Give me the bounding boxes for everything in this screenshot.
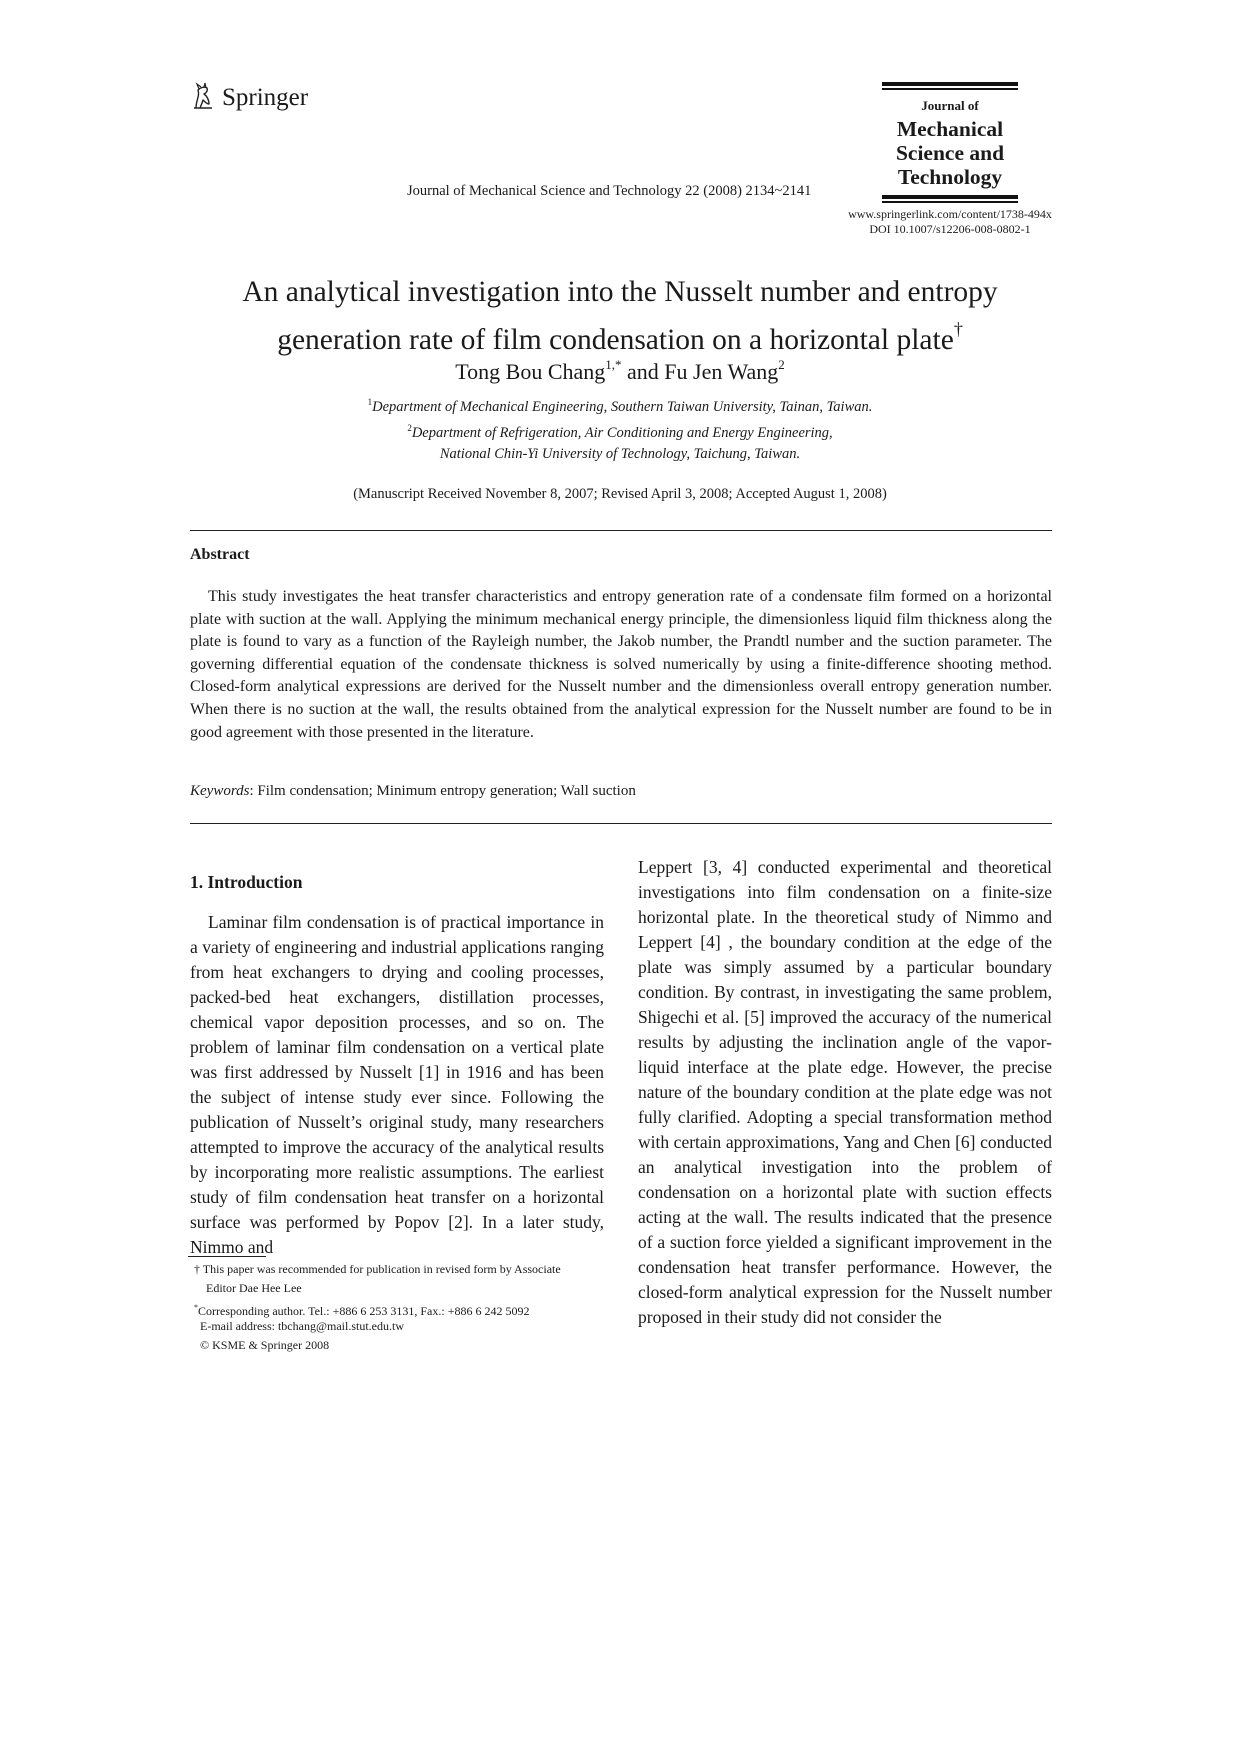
article-links [800,207,1100,237]
title-line2: generation rate of film condensation on a horizontal plate† [277,319,963,356]
paper-title [200,274,1040,359]
abstract-top-rule [190,530,1052,531]
author-2: Fu Jen Wang [664,359,779,384]
journal-box-top-rule [882,82,1018,86]
doi[interactable]: DOI 10.1007/s12206-008-0802-1 [869,222,1031,236]
affiliation-2: $^2$Department of Refrigeration, Air Conditioning and Energy Engineering, [407,423,833,441]
section-heading-introduction: 1. Introduction [190,872,303,892]
author-list [200,357,1040,385]
footnote-recommendation-cont: Editor Dae Hee Lee [206,1281,302,1295]
author-2-sup: 2 [778,357,785,372]
abstract-heading: Abstract [190,546,250,563]
footnote-recommendation: † This paper was recommended for publication in revised form by Associate [194,1262,561,1276]
abstract-bottom-rule [190,823,1052,824]
title-line1: An analytical investigation into the Nusselt number and entropy [242,276,998,308]
journal-box-top-rule-thin [882,88,1018,90]
keywords-label: Keywords [190,783,250,799]
springer-horse-icon [190,82,216,112]
journal-box-line1: Mechanical [896,117,1004,141]
journal-box-line2: Science and [895,141,1005,165]
journal-title-box [882,82,1018,203]
footnote-email[interactable]: E-mail address: tbchang@mail.stut.edu.tw [200,1319,405,1333]
journal-url[interactable]: www.springerlink.com/content/1738-494x [848,207,1052,221]
footnote-rule [188,1256,266,1257]
journal-box-bottom-rule [882,195,1018,199]
manuscript-dates: (Manuscript Received November 8, 2007; Revised April 3, 2008; Accepted August 1, 2008) [353,486,887,502]
journal-box-line3: Technology [897,165,1003,189]
publisher-logo [190,82,308,112]
author-1: Tong Bou Chang [455,359,606,384]
abstract-text: This study investigates the heat transfer characteristics and entropy generation rate of a condensate film formed on a horizontal plate with suction at the wall. Applying the minimum mechanical energy principle, the dimensionless liquid film thickness along the plate is found to vary as a function of the Rayleigh number, the Jakob number, the Prandtl number and the suction parameter. The governing differential equation of the condensate thickness is solved numerically by using a finite-difference shooting method. Closed-form analytical expressions are derived for the Nusselt number and the dimensionless overall entropy generation number. When there is no suction at the wall, the results obtained from the analytical expression for the Nusselt number are found to be in good agreement with those presented in the literature. [190,588,1052,741]
keywords [190,783,636,800]
affiliation-1: $^1$Department of Mechanical Engineering, Southern Taiwan University, Tainan, Taiwan. [367,397,873,415]
journal-box-bottom-rule-thin [882,201,1018,203]
body-column-right: Leppert [3, 4] conducted experimental and theoretical investigations into film condensation on a finite-size horizontal plate. In the theoretical study of Nimmo and Leppert [4] , the boundary condition at the edge of the plate was simply assumed by a particular boundary condition. By contrast, in investigating the same problem, Shigechi et al. [5] improved the accuracy of the numerical results by adjusting the inclination angle of the vapor-liquid interface at the plate edge. However, the precise nature of the boundary condition at the plate edge was not fully clarified. Adopting a special transformation method with certain approximations, Yang and Chen [6] conducted an analytical investigation into the problem of condensation on a horizontal plate with suction effects acting at the wall. The results indicated that the presence of a suction force yielded a significant improvement in the condensation heat transfer performance. However, the closed-form analytical expression for the Nusselt number proposed in their study did not consider the [638,857,1052,1327]
author-joiner: and [621,359,665,384]
affiliations [200,392,1040,465]
footnote-corresponding: *Corresponding author. Tel.: +886 6 253 3131, Fax.: +886 6 242 5092 [194,1303,530,1318]
publisher-name: Springer [222,83,309,111]
keywords-list: : Film condensation; Minimum entropy generation; Wall suction [249,783,636,799]
journal-box-prefix: Journal of [921,98,979,113]
title-dagger: † [953,319,963,339]
affiliation-2-cont: National Chin-Yi University of Technology, Taichung, Taiwan. [439,446,801,462]
journal-box-name [882,117,1018,189]
author-1-sup: 1,* [605,357,622,372]
journal-reference: Journal of Mechanical Science and Technology 22 (2008) 2134~2141 [407,183,812,199]
footnote-copyright: © KSME & Springer 2008 [200,1338,330,1352]
body-column-left: Laminar film condensation is of practical importance in a variety of engineering and industrial applications ranging from heat exchangers to drying and cooling processes, packed-bed heat exchangers, distillation processes, chemical vapor deposition processes, and so on. The problem of laminar film condensation on a vertical plate was first addressed by Nusselt [1] in 1916 and has been the subject of intense study ever since. Following the publication of Nusselt’s original study, many researchers attempted to improve the accuracy of the analytical results by incorporating more realistic assumptions. The earliest study of film condensation heat transfer on a horizontal surface was performed by Popov [2]. In a later study, Nimmo and [190,912,604,1257]
